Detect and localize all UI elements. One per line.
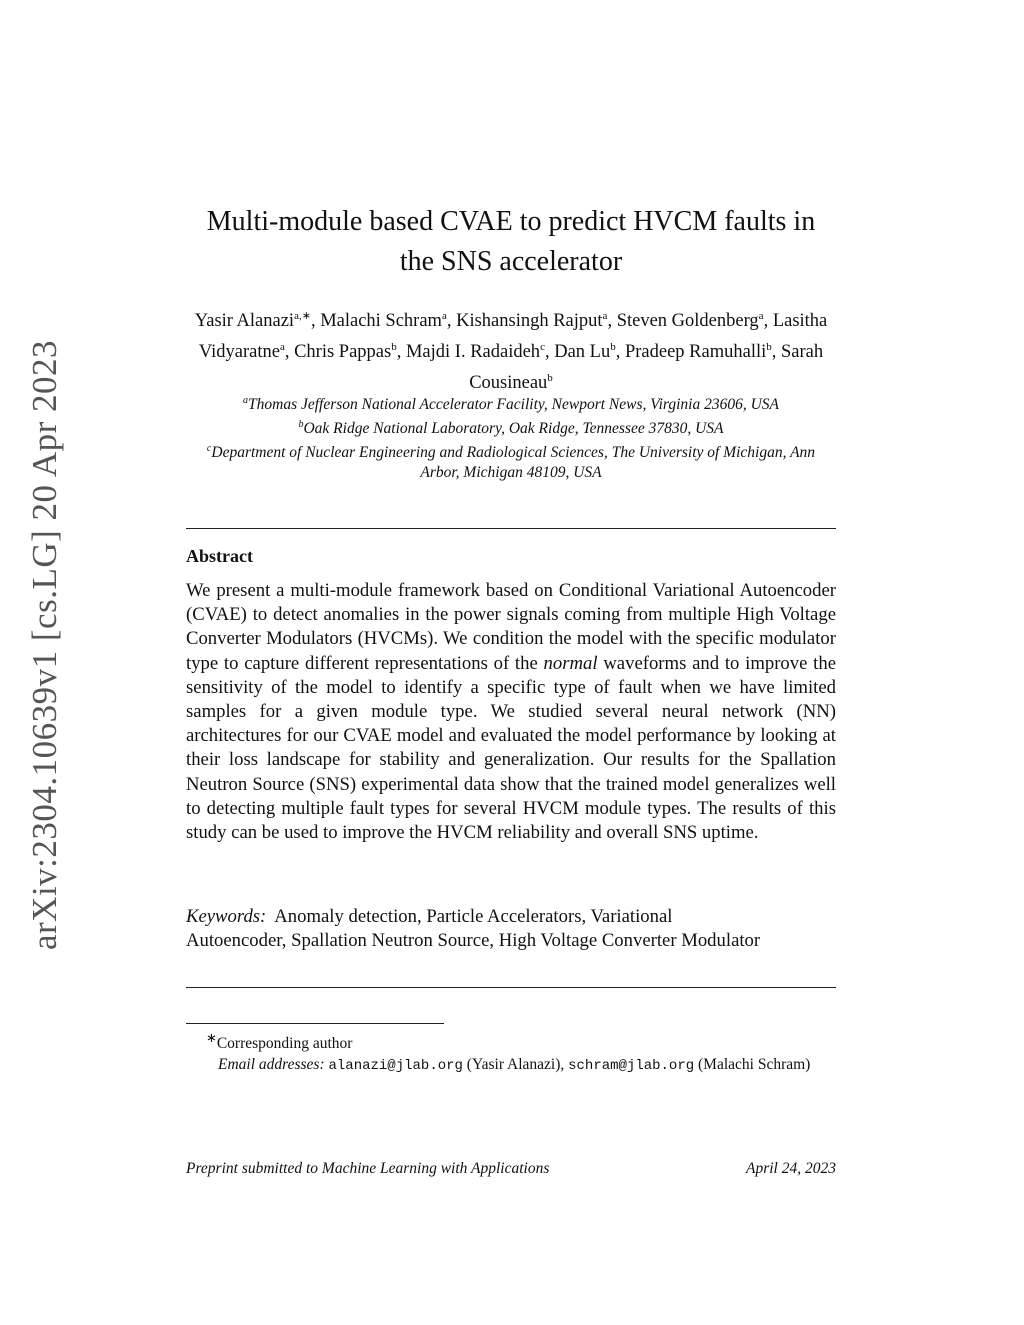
keywords	[186, 905, 766, 953]
email-owner-1: (Yasir Alanazi),	[466, 1055, 565, 1073]
author: Steven Goldenberg$^a$,	[616, 310, 773, 332]
author: Sarah Cousineau$^b$	[469, 342, 824, 394]
footnote-divider	[186, 1023, 444, 1024]
paper-title	[186, 202, 836, 282]
abstract-body: We present a multi-module framework based on Conditional Variational Autoencoder (CVAE) to detect anomalies in the power signals coming from multiple High Voltage Converter Modulators (HVCMs). We condition the model with the specific modulator type to capture different representations of the normal waveforms and to improve the sensitivity of the model to identify a specific type of fault when we have limited samples for a given module type. We studied several neural network (NN) architectures for our CVAE model and evaluated the model performance by looking at their loss landscape for stability and generalization. Our results for the Spallation Neutron Source (SNS) experimental data show that the trained model generalizes well to detecting multiple fault types for several HVCM module types. The results of this study can be used to improve the HVCM reliability and overall SNS uptime.	[186, 580, 837, 844]
footnote	[186, 1028, 836, 1076]
arxiv-sidebar	[20, 339, 70, 951]
arxiv-identifier: arXiv:2304.10639v1 [cs.LG] 20 Apr 2023	[25, 339, 65, 951]
title-line-1: Multi-module based CVAE to predict HVCM faults in	[206, 206, 816, 237]
author: Dan Lu$^b$,	[554, 341, 625, 363]
abstract-heading: Abstract	[186, 546, 253, 566]
author: Malachi Schram$^a$,	[320, 310, 457, 332]
affiliations	[186, 391, 836, 483]
author: Chris Pappas$^b$,	[294, 341, 406, 363]
author: Majdi I. Radaideh$^c$,	[405, 341, 555, 363]
top-divider	[186, 528, 836, 529]
keywords-text: Anomaly detection, Particle Accelerators, Variational Autoencoder, Spallation Neutron Source, High Voltage Converter Modulator	[186, 906, 761, 952]
keywords-label: Keywords:	[186, 906, 267, 927]
author-list	[178, 303, 844, 396]
affiliation-a: $^a$Thomas Jefferson National Accelerator Facility, Newport News, Virginia 23606, USA	[243, 395, 779, 414]
affiliation-b: $^b$Oak Ridge National Laboratory, Oak Ridge, Tennessee 37830, USA	[298, 419, 724, 438]
corresponding-author-note: ∗Corresponding author	[206, 1030, 353, 1053]
title-line-2: the SNS accelerator	[399, 246, 623, 277]
affiliation-c: $^c$Department of Nuclear Engineering and Radiological Sciences, The University of Michigan, Ann Arbor, Michigan 48109, USA	[206, 443, 816, 482]
author: Pradeep Ramuhalli$^b$,	[624, 341, 781, 363]
email-link-schram[interactable]: schram@jlab.org	[568, 1057, 695, 1074]
email-label: Email addresses:	[218, 1055, 325, 1073]
bottom-divider	[186, 987, 836, 988]
footer-journal: Preprint submitted to Machine Learning with Applications	[186, 1160, 550, 1177]
author: Lasitha Vidyaratne$^a$,	[198, 311, 828, 363]
email-addresses	[186, 1055, 836, 1077]
author: Kishansingh Rajput$^a$,	[456, 310, 617, 332]
email-owner-2: (Malachi Schram)	[698, 1055, 811, 1073]
author: Yasir Alanazi$^{a,∗}$,	[194, 310, 321, 332]
emphasis-normal: normal	[543, 652, 598, 674]
email-link-alanazi[interactable]: alanazi@jlab.org	[328, 1057, 463, 1074]
footer-date: April 24, 2023	[746, 1160, 836, 1177]
